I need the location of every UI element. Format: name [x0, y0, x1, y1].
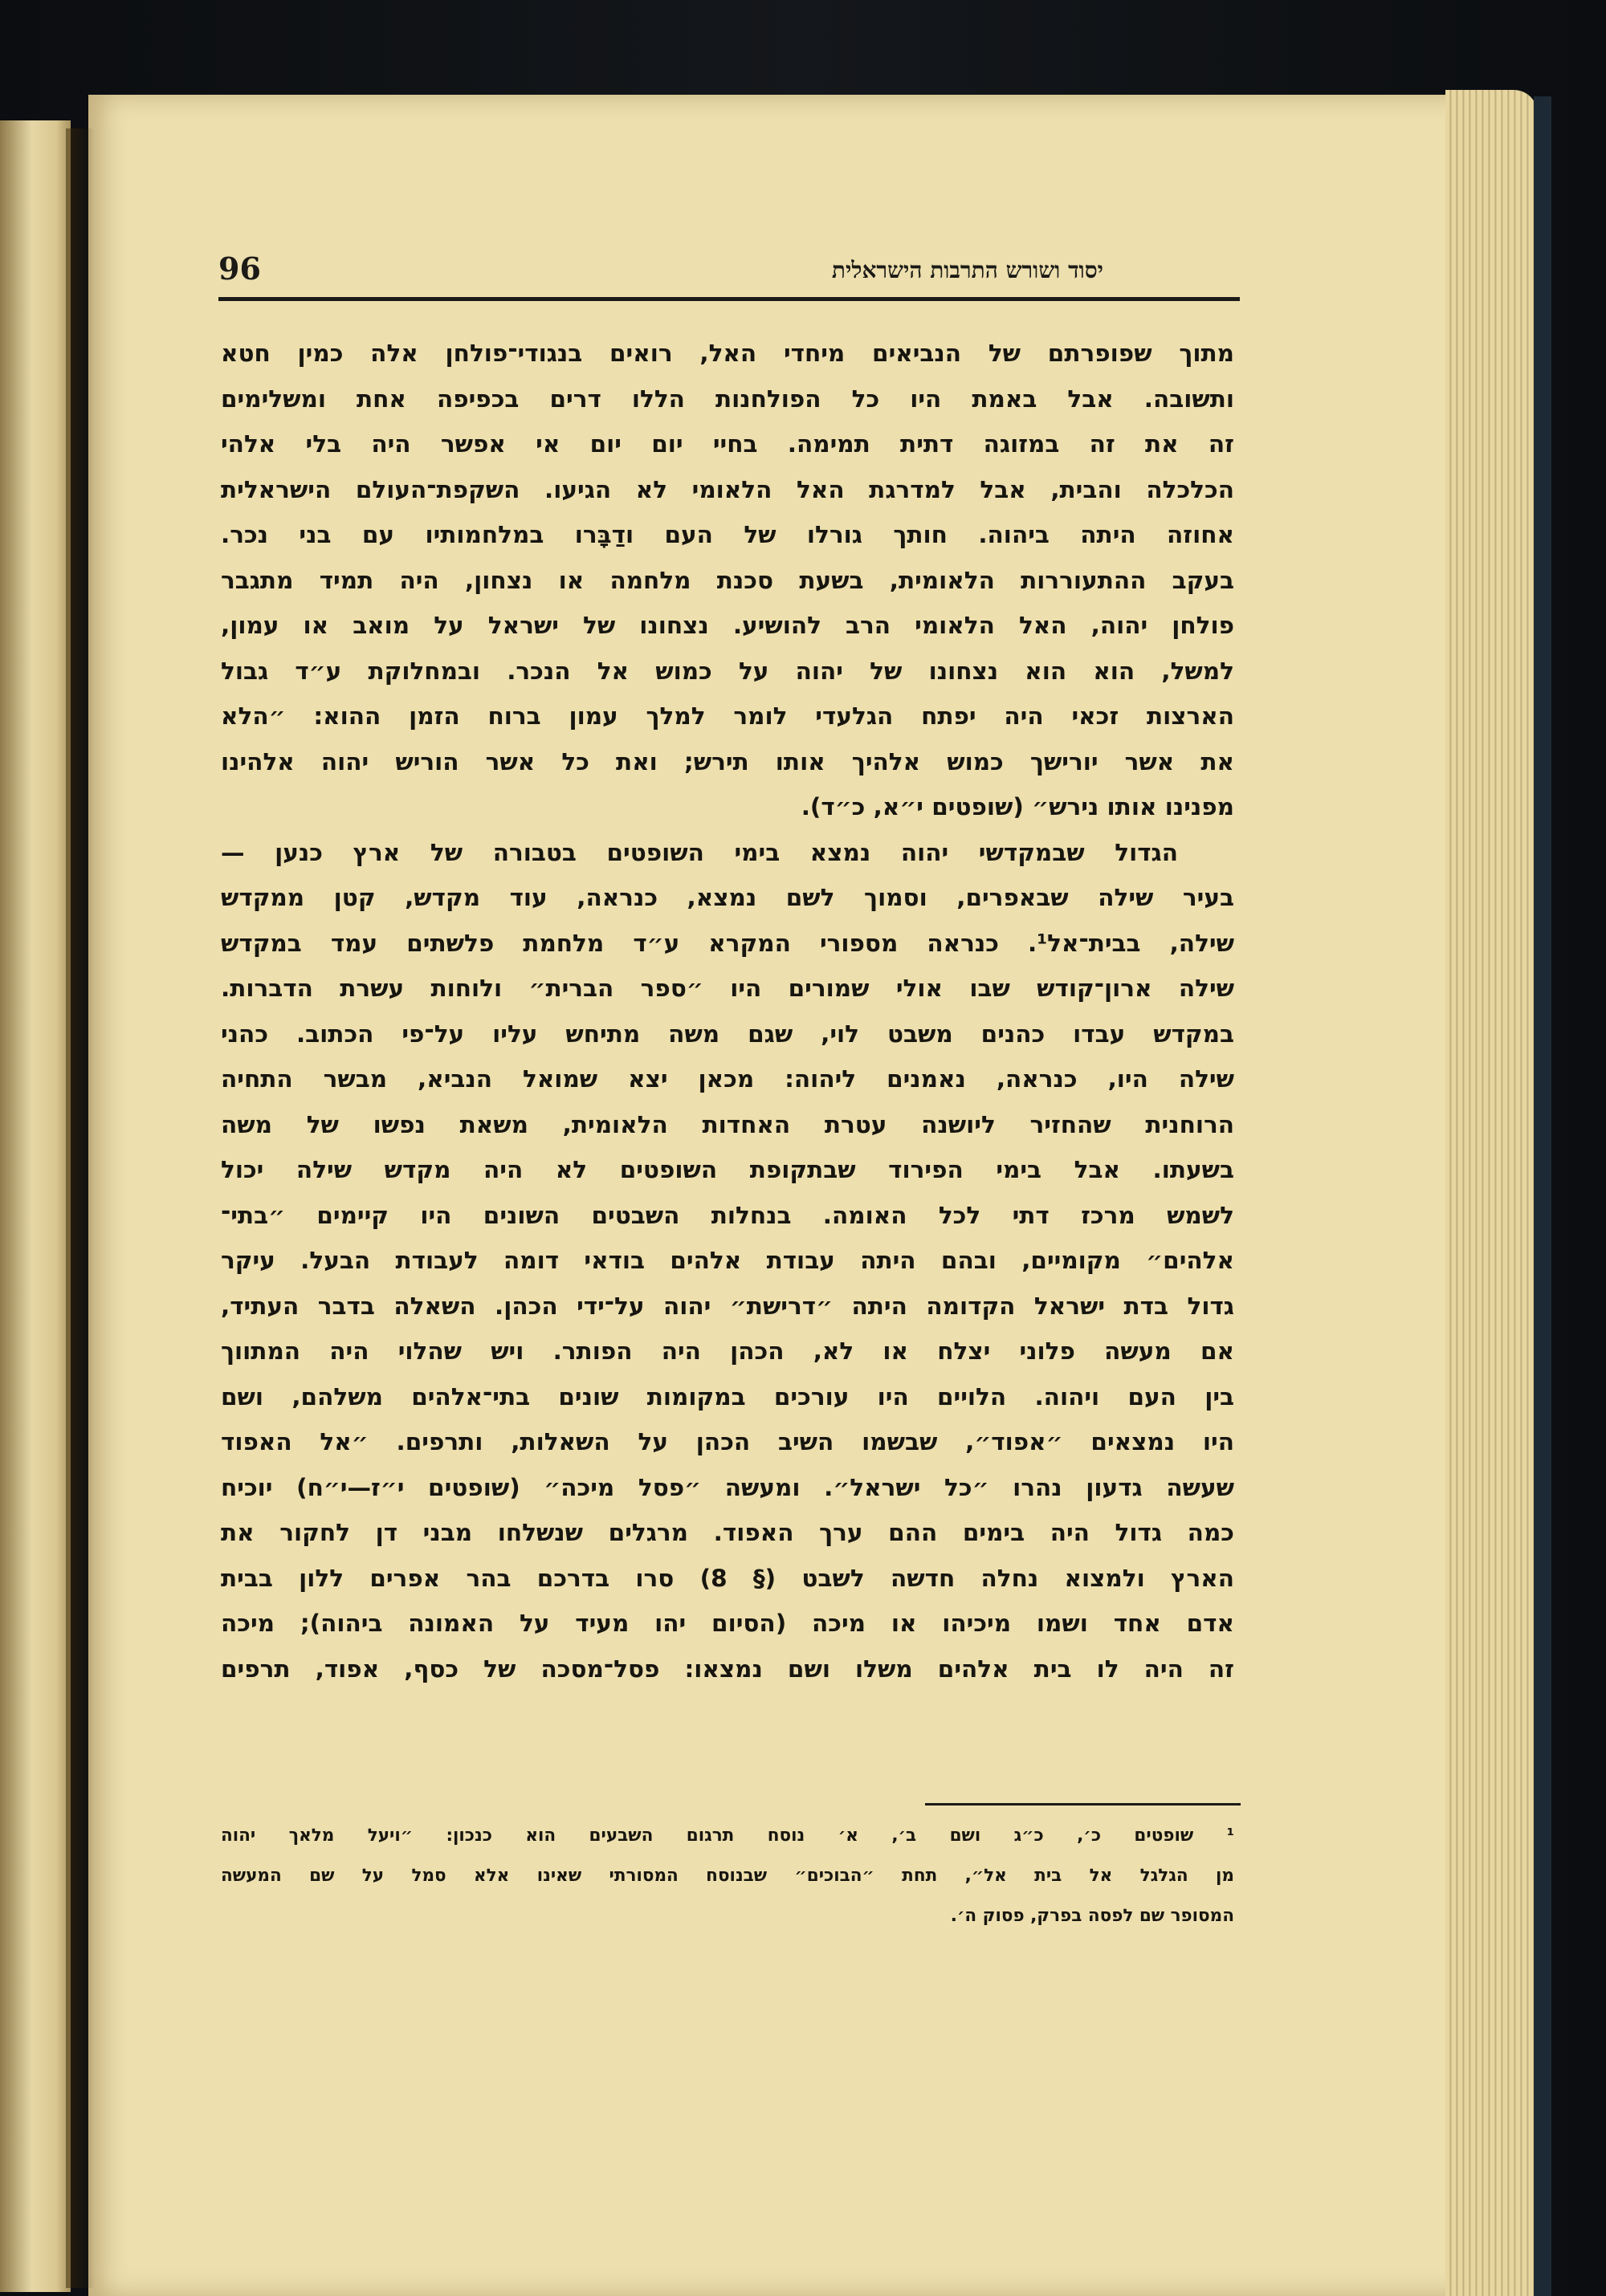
- text-line: זה היה לו בית אלהים משלו ושם נמצאו: פסל־מסכה של כסף, אפוד, תרפים: [221, 1655, 1234, 1683]
- text-line: בשעתו. אבל בימי הפירוד שבתקופת השופטים לא היה מקדש שילה יכול: [221, 1156, 1234, 1183]
- text-line: לשמש מרכז דתי לכל האומה. בנחלות השבטים השונים היו קיימים ״בתי־: [221, 1201, 1234, 1229]
- page-fore-edges: [1445, 90, 1538, 2296]
- running-head-title: יסוד ושורש התרבות הישראלית: [831, 257, 1103, 283]
- text-line: אחוזה היתה ביהוה. חותך גורלו של העם ודַבָּרו במלחמותיו עם בני נכר.: [221, 521, 1234, 548]
- text-line: במקדש עבדו כהנים משבט לוי, שגם משה מתיחש עליו על־פי הכתוב. כהני: [221, 1020, 1234, 1048]
- text-line: מפנינו אותו נירש״ (שופטים י״א, כ״ד).: [801, 793, 1234, 820]
- book-cover-edge: [1534, 96, 1551, 2296]
- page-number: 96: [218, 250, 261, 287]
- text-line: שעשה גדעון נהרו ״כל ישראל״. ומעשה ״פסל מיכה״ (שופטים י״ז—י״ח) יוכיח: [221, 1473, 1234, 1501]
- text-line: אם מעשה פלוני יצלח או לא, הכהן היה הפותר. ויש שהלוי היה המתווך: [221, 1337, 1234, 1365]
- footnotes: [221, 1816, 1234, 1936]
- body-text: [221, 331, 1234, 1691]
- footnote-line: מן הגלגל אל בית אל״, תחת ״הבוכים״ שבנוסח המסורתי שאינו אלא סמל על שם המעשה: [221, 1866, 1234, 1886]
- text-line: הרוחנית שהחזיר ליושנה עטרת האחדות הלאומית, משאת נפשו של משה: [221, 1110, 1234, 1138]
- text-line: הגדול שבמקדשי יהוה נמצא בימי השופטים בטבורה של ארץ כנען —: [221, 838, 1178, 866]
- gutter-shadow: [66, 128, 95, 2288]
- text-line: גדול בדת ישראל הקדומה היתה ״דרישת״ יהוה על־ידי הכהן. השאלה בדבר העתיד,: [221, 1292, 1234, 1320]
- text-line: שילה ארון־קודש שבו אולי שמורים היו ״ספר הברית״ ולוחות עשרת הדברות.: [221, 975, 1234, 1002]
- footnote-line: המסופר שם לפסה בפרק, פסוק ה׳.: [950, 1906, 1234, 1926]
- footnote-rule: [925, 1803, 1241, 1805]
- text-line: בעקב ההתעוררות הלאומית, בשעת סכנת מלחמה או נצחון, היה תמיד מתגבר: [221, 566, 1234, 594]
- text-line: בעיר שילה שבאפרים, וסמוך לשם נמצא, כנראה, עוד מקדש, קטן ממקדש: [221, 884, 1234, 911]
- left-page-edge: [0, 120, 71, 2292]
- text-line: הארצות זכאי היה יפתח הגלעדי לומר למלך עמון ברוח הזמן ההוא: ״הלא: [221, 702, 1234, 730]
- header-rule: [218, 297, 1240, 301]
- text-line: הכלכלה והבית, אבל למדרגת האל הלאומי לא הגיעו. השקפת־העולם הישראלית: [221, 475, 1234, 503]
- text-line: מתוך שפופרתם של הנביאים מיחדי האל, רואים בנגודי־פולחן אלה כמין חטא: [221, 340, 1234, 367]
- text-line: את אשר יורישך כמוש אלהיך אותו תירש; ואת כל אשר הוריש יהוה אלהינו: [221, 747, 1234, 776]
- text-line: ותשובה. אבל באמת היו כל הפולחנות הללו דרים בכפיפה אחת ומשלימים: [221, 385, 1234, 413]
- text-line: כמה גדול היה בימים ההם ערך האפוד. מרגלים שנשלחו מבני דן לחקור את: [221, 1519, 1234, 1546]
- text-line: שילה היו, כנראה, נאמנים ליהוה: מכאן יצא שמואל הנביא, מבשר התחיה: [221, 1065, 1234, 1093]
- running-head: [218, 250, 1240, 292]
- text-line: שילה, בבית־אל¹. כנראה מספורי המקרא ע״ד מלחמת פלשתים עמד במקדש: [221, 929, 1234, 957]
- text-line: זה את זה במזוגה דתית תמימה. בחיי יום יום אי אפשר היה בלי אלהי: [221, 430, 1234, 458]
- text-line: היו נמצאים ״אפוד״, שבשמו השיב הכהן על השאלות, ותרפים. ״אל האפוד: [221, 1428, 1234, 1455]
- text-line: בין העם ויהוה. הלויים היו עורכים במקומות שונים בתי־אלהים משלהם, ושם: [221, 1382, 1234, 1411]
- text-line: אלהים״ מקומיים, ובהם היתה עבודת אלהים בודאי דומה לעבודת הבעל. עיקר: [221, 1247, 1234, 1274]
- footnote-line: ¹ שופטים כ׳, כ״ג ושם ב׳, א׳ נוסח תרגום השבעים הוא כנכון: ״ויעל מלאך יהוה: [221, 1826, 1234, 1846]
- text-line: אדם אחד ושמו מיכיהו או מיכה (הסיום יהו מעיד על האמונה ביהוה); מיכה: [221, 1610, 1234, 1637]
- text-line: הארץ ולמצוא נחלה חדשה לשבט (§ 8) סרו בדרכם בהר אפרים ללון בבית: [221, 1564, 1234, 1592]
- text-line: למשל, הוא הוא נצחונו של יהוה על כמוש אל הנכר. ובמחלוקת ע״ד גבול: [221, 657, 1234, 685]
- text-line: פולחן יהוה, האל הלאומי הרב להושיע. נצחונו של ישראל על מואב או עמון,: [221, 612, 1234, 639]
